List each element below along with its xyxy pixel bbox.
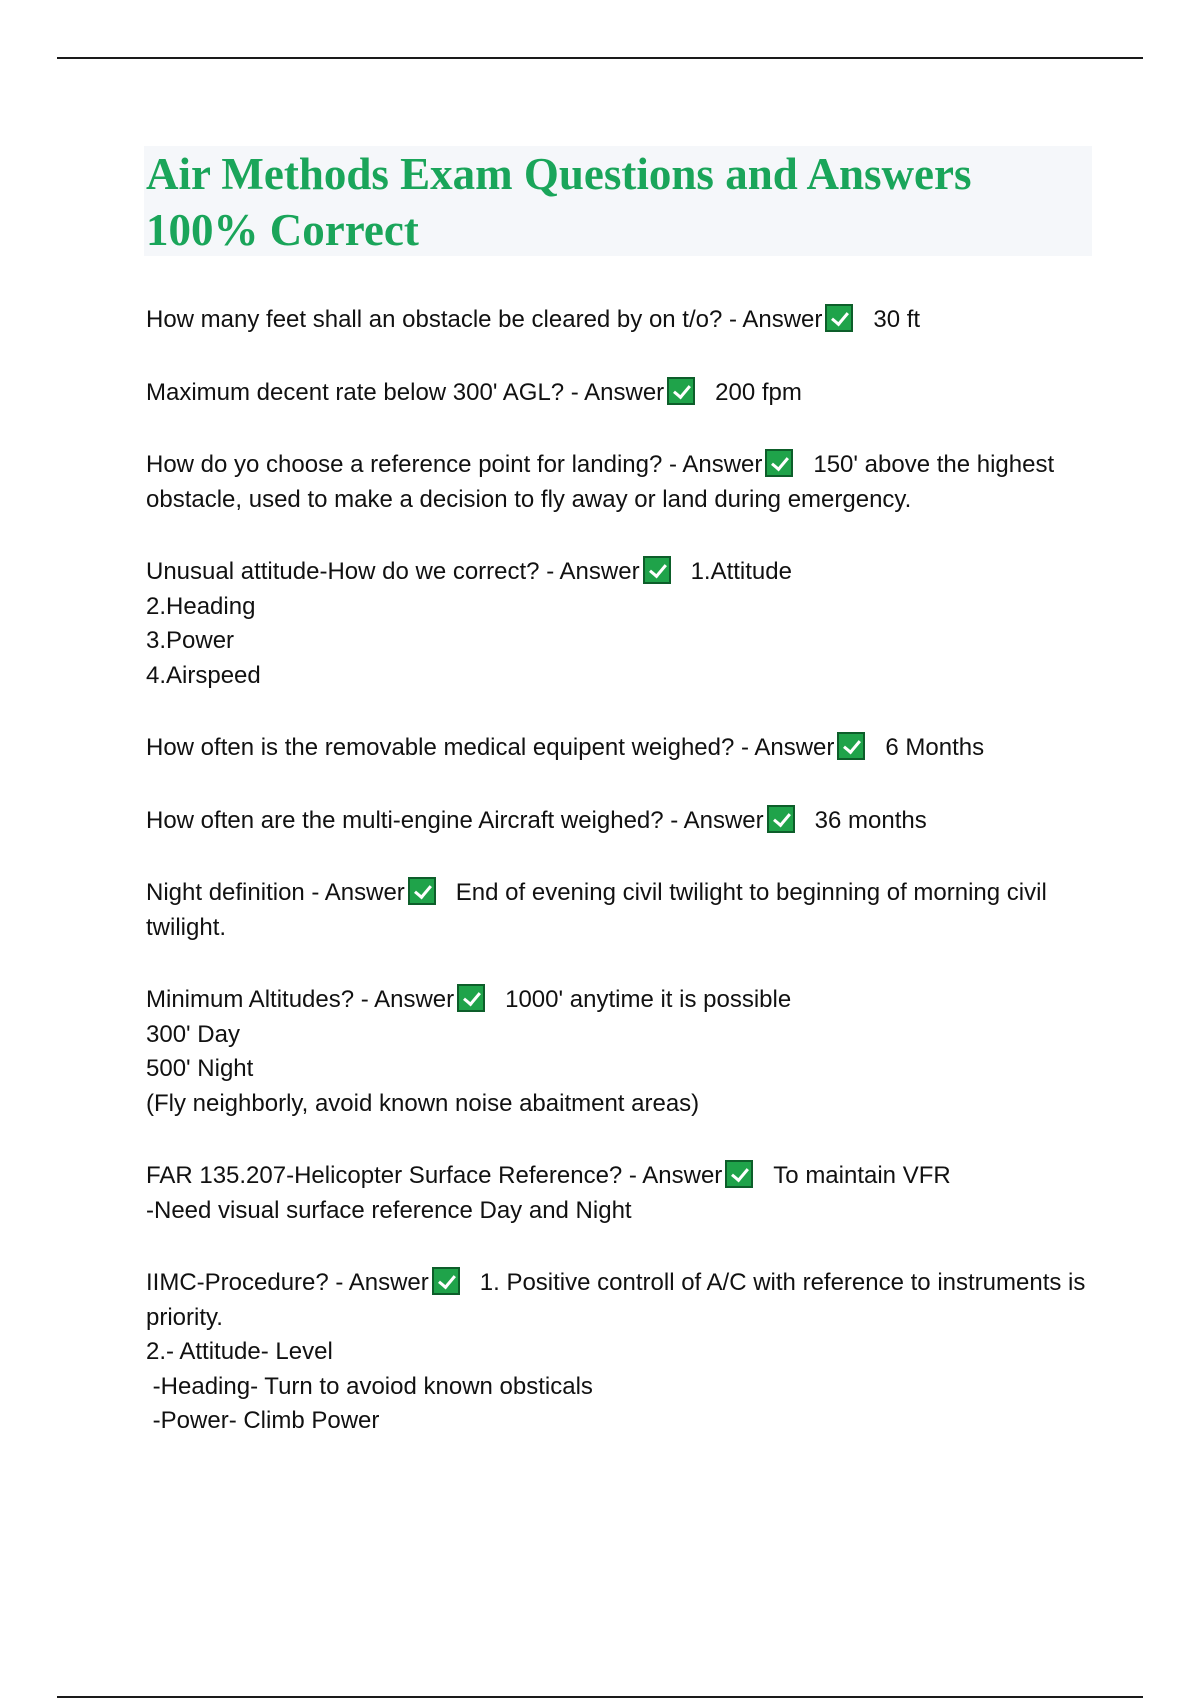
answer-text: 1. Positive controll of A/C with reference to instruments is priority. xyxy=(146,1269,1093,1331)
check-mark-icon xyxy=(408,877,436,905)
answer-line: -Power- Climb Power xyxy=(146,1407,380,1434)
answer-text: 36 months xyxy=(814,806,927,834)
header-rule xyxy=(57,57,1143,59)
answer-line: 2.Heading xyxy=(146,592,256,620)
qa-item xyxy=(146,448,1096,517)
answer-line: -Heading- Turn to avoiod known obsticals xyxy=(146,1372,593,1400)
check-mark-icon xyxy=(765,449,793,477)
qa-item xyxy=(146,555,1096,693)
check-mark-icon xyxy=(825,304,853,332)
qa-item xyxy=(146,1266,1096,1439)
answer-text: End of evening civil twilight to beginning of morning civil twilight. xyxy=(146,879,1054,941)
question-text: Maximum decent rate below 300' AGL? - Answer xyxy=(146,378,665,406)
qa-first-line xyxy=(146,804,1096,839)
qa-item xyxy=(146,731,1096,766)
footer-rule xyxy=(57,1696,1143,1698)
answer-text: 30 ft xyxy=(873,306,921,333)
answer-line: (Fly neighborly, avoid known noise abaitment areas) xyxy=(146,1089,700,1117)
qa-item xyxy=(146,376,1096,411)
answer-line: 300' Day xyxy=(146,1020,240,1048)
question-text: How often are the multi-engine Aircraft weighed? - Answer xyxy=(146,806,764,834)
qa-first-line xyxy=(146,731,1096,766)
check-mark-icon xyxy=(457,984,485,1012)
question-text: Night definition - Answer xyxy=(146,879,405,906)
answer-line: 2.- Attitude- Level xyxy=(146,1338,333,1365)
check-mark-icon xyxy=(643,556,671,584)
answer-text: 1000' anytime it is possible xyxy=(505,986,792,1013)
question-text: IIMC-Procedure? - Answer xyxy=(146,1269,429,1296)
qa-list xyxy=(146,303,1096,1477)
question-text: Unusual attitude-How do we correct? - Answer xyxy=(146,558,640,585)
qa-first-line xyxy=(146,448,1096,517)
check-mark-icon xyxy=(667,377,695,405)
title-block xyxy=(144,146,1092,256)
qa-first-line xyxy=(146,876,1096,945)
check-mark-icon xyxy=(837,732,865,760)
question-text: How many feet shall an obstacle be cleared by on t/o? - Answer xyxy=(146,306,823,333)
answer-line: 500' Night xyxy=(146,1055,254,1082)
qa-first-line xyxy=(146,1266,1096,1335)
answer-line: 3.Power xyxy=(146,627,235,654)
qa-item xyxy=(146,804,1096,839)
question-text: How often is the removable medical equipent weighed? - Answer xyxy=(146,734,835,761)
answer-line: -Need visual surface reference Day and Night xyxy=(146,1196,632,1224)
qa-first-line xyxy=(146,376,1096,411)
qa-first-line xyxy=(146,983,1096,1018)
question-text: FAR 135.207-Helicopter Surface Reference? - Answer xyxy=(146,1162,723,1189)
check-mark-icon xyxy=(432,1267,460,1295)
answer-text: 200 fpm xyxy=(715,378,802,406)
answer-text: 1.Attitude xyxy=(690,558,792,585)
qa-first-line xyxy=(146,555,1096,590)
qa-item xyxy=(146,1159,1096,1228)
document-title xyxy=(144,146,1092,258)
answer-text: To maintain VFR xyxy=(773,1162,951,1189)
title-line-2: 100% Correct xyxy=(146,205,419,255)
title-line-1: Air Methods Exam Questions and Answers xyxy=(146,149,972,199)
check-mark-icon xyxy=(767,805,795,833)
answer-text: 6 Months xyxy=(885,734,985,761)
qa-first-line xyxy=(146,303,1096,338)
question-text: Minimum Altitudes? - Answer xyxy=(146,986,455,1013)
qa-item xyxy=(146,876,1096,945)
qa-item xyxy=(146,983,1096,1121)
answer-text: 150' above the highest obstacle, used to make a decision to fly away or land during emergency. xyxy=(146,451,1061,513)
qa-item xyxy=(146,303,1096,338)
qa-first-line xyxy=(146,1159,1096,1194)
answer-line: 4.Airspeed xyxy=(146,661,261,689)
question-text: How do yo choose a reference point for landing? - Answer xyxy=(146,451,763,478)
check-mark-icon xyxy=(725,1160,753,1188)
